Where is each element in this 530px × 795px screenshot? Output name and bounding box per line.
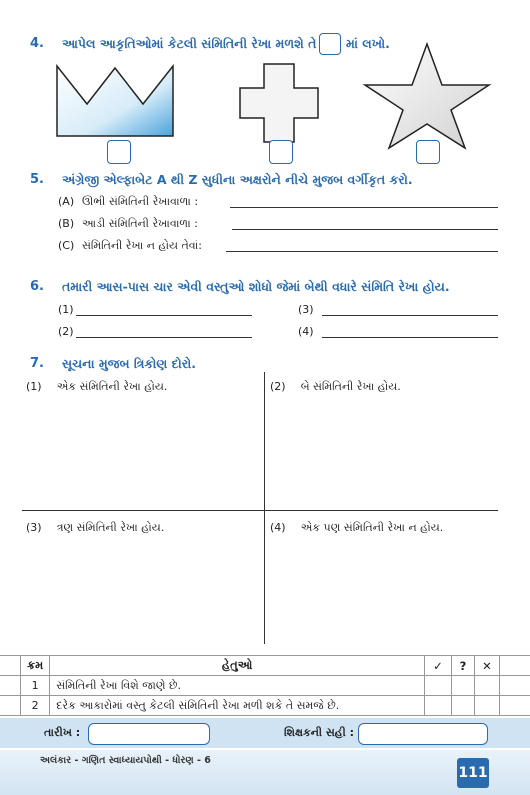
- evaluation-row-2-tick-cell[interactable]: [425, 696, 452, 716]
- crown-answer-box[interactable]: [107, 140, 131, 164]
- evaluation-row-1-question-cell[interactable]: [452, 676, 475, 696]
- evaluation-col-objective: હેતુઓ: [50, 656, 425, 676]
- q5-text: અંગ્રેજી એલ્ફાબેટ A થી Z સુધીના અક્ષરોને નીચે મુજબ વર્ગીકૃત કરો.: [62, 172, 413, 187]
- q5-item-a-answer-line[interactable]: [230, 207, 498, 208]
- crown-shape-figure: [55, 62, 175, 140]
- q6-answer-line-1[interactable]: [76, 315, 252, 316]
- page-number: 111: [457, 758, 489, 788]
- cross-shape-figure: [238, 62, 320, 144]
- book-title: અલંકાર - ગણિત સ્વાધ્યાયપોથી - ધોરણ - 6: [40, 755, 211, 766]
- q6-text: તમારી આસ-પાસ ચાર એવી વસ્તુઓ શોધો જેમાં બેથી વધારે સંમિતિ રેખા હોય.: [62, 279, 450, 294]
- q6-label-4: (4): [298, 325, 314, 338]
- q7-cell-1-text: એક સંમિતિની રેખા હોય.: [56, 380, 168, 393]
- q7-cell-2-text: બે સંમિતિની રેખા હોય.: [300, 380, 401, 393]
- evaluation-row-2-text: દરેક આકારોમાં વસ્તુ કેટલી સંમિતિની રેખા મળી શકે તે સમજે છે.: [50, 696, 425, 716]
- date-label: તારીખ :: [44, 726, 81, 739]
- q6-answer-line-2[interactable]: [76, 337, 252, 338]
- q5-item-c-answer-line[interactable]: [226, 251, 498, 252]
- q7-cell-2-label: (2): [270, 380, 286, 393]
- q6-answer-line-4[interactable]: [322, 337, 498, 338]
- q7-cell-2[interactable]: [270, 375, 498, 507]
- evaluation-row-1-tick-cell[interactable]: [425, 676, 452, 696]
- cross-outline: [240, 64, 318, 142]
- q4-text-end: માં લખો.: [346, 36, 390, 51]
- q5-item-b-label: (B): [58, 217, 75, 230]
- cross-answer-box[interactable]: [269, 140, 293, 164]
- evaluation-row-2-num: 2: [21, 696, 50, 716]
- q7-cell-4-label: (4): [270, 521, 286, 534]
- q7-horizontal-divider: [22, 510, 498, 511]
- q7-number: 7.: [30, 356, 44, 371]
- signature-label: શિક્ષકની સહી :: [284, 726, 354, 739]
- q7-vertical-divider: [264, 372, 265, 644]
- evaluation-row-1-cross-cell[interactable]: [475, 676, 500, 696]
- signature-field[interactable]: [358, 723, 488, 745]
- q5-item-a-text: ઊભી સંમિતિની રેખાવાળા :: [82, 195, 199, 208]
- q6-label-3: (3): [298, 303, 314, 316]
- evaluation-row-1-text: સંમિતિની રેખા વિશે જાણે છે.: [50, 676, 425, 696]
- q5-item-b-text: આડી સંમિતિની રેખાવાળા :: [82, 217, 198, 230]
- q7-cell-3[interactable]: [26, 516, 260, 642]
- q7-cell-3-label: (3): [26, 521, 42, 534]
- q6-label-1: (1): [58, 303, 74, 316]
- evaluation-row-1-num: 1: [21, 676, 50, 696]
- q5-item-c-label: (C): [58, 239, 75, 252]
- q4-number: 4.: [30, 36, 44, 51]
- evaluation-row-2-question-cell[interactable]: [452, 696, 475, 716]
- q4-text: આપેલ આકૃતિઓમાં કેટલી સંમિતિની રેખા મળશે તે: [62, 36, 317, 51]
- q5-item-c-text: સંમિતિની રેખા ન હોય તેવાં:: [82, 239, 203, 252]
- q5-number: 5.: [30, 172, 44, 187]
- star-answer-box[interactable]: [416, 140, 440, 164]
- evaluation-table: [0, 655, 530, 716]
- q7-cell-1-label: (1): [26, 380, 42, 393]
- date-field[interactable]: [88, 723, 210, 745]
- q4-inline-answer-box: [319, 33, 341, 55]
- q6-number: 6.: [30, 279, 44, 294]
- table-row: [0, 696, 530, 716]
- q6-label-2: (2): [58, 325, 74, 338]
- q7-text: સૂચના મુજબ ત્રિકોણ દોરો.: [62, 356, 197, 371]
- evaluation-col-cross: ✕: [475, 656, 500, 676]
- q5-item-a-label: (A): [58, 195, 75, 208]
- star-outline: [365, 44, 489, 148]
- q6-answer-line-3[interactable]: [322, 315, 498, 316]
- evaluation-col-num: ક્રમ: [21, 656, 50, 676]
- q7-cell-4-text: એક પણ સંમિતિની રેખા ન હોય.: [300, 521, 444, 534]
- evaluation-col-question: ?: [452, 656, 475, 676]
- q5-item-b-answer-line[interactable]: [232, 229, 498, 230]
- evaluation-row-2-cross-cell[interactable]: [475, 696, 500, 716]
- evaluation-col-tick: ✓: [425, 656, 452, 676]
- table-row: [0, 676, 530, 696]
- q7-cell-4[interactable]: [270, 516, 498, 642]
- star-shape-figure: [362, 42, 492, 150]
- crown-outline: [57, 66, 173, 136]
- q7-cell-3-text: ત્રણ સંમિતિની રેખા હોય.: [56, 521, 165, 534]
- q7-cell-1[interactable]: [26, 375, 260, 507]
- evaluation-header-row: [0, 656, 530, 676]
